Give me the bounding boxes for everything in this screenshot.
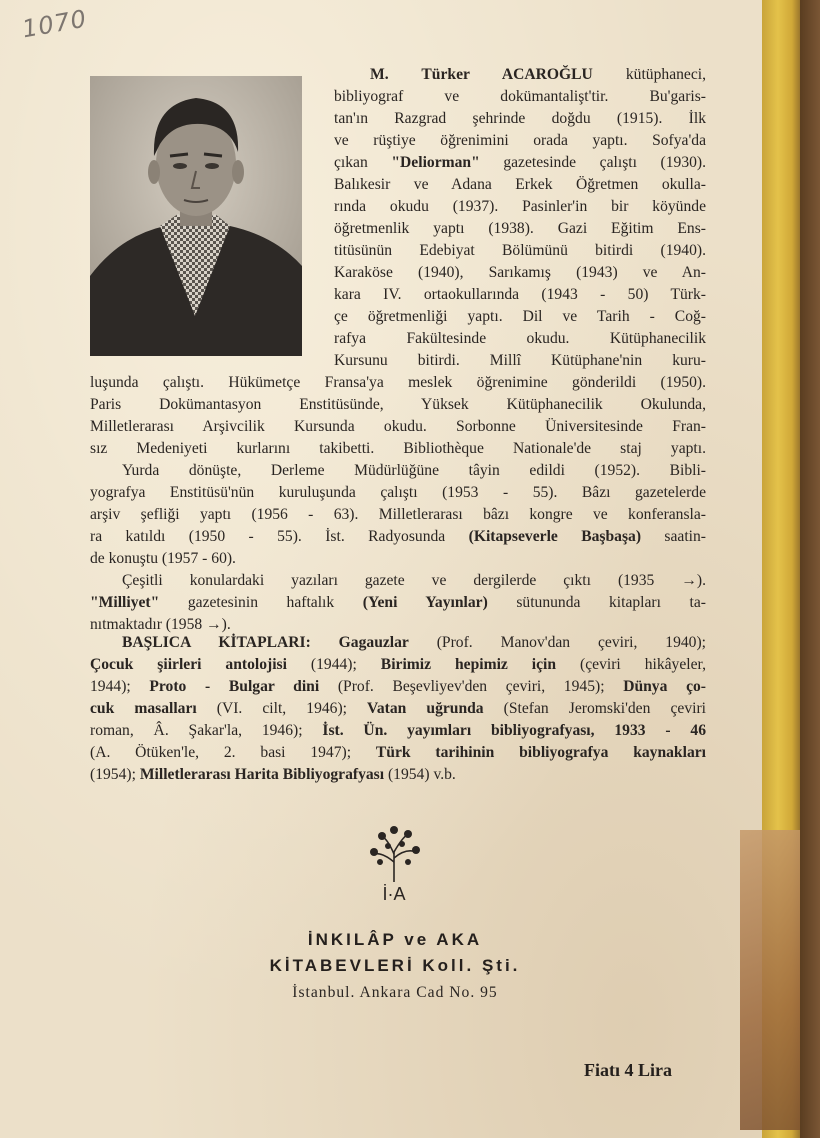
bio-line (334, 196, 706, 218)
bio-line (90, 592, 706, 614)
bio-line-text: ra katıldı (1950 - 55). İst. Radyosunda (90, 528, 446, 545)
bio-line-text: rında okudu (1937). Pasinler'in bir köyünde (334, 198, 706, 215)
bio-line-text: bibliyograf ve dokümantalişt'tir. Bu'garis- (334, 88, 706, 105)
books-line (90, 654, 706, 676)
logo-lettering: İ·A (382, 884, 406, 904)
bio-line-text: Yurda dönüşte, Derleme Müdürlüğüne tâyin edildi (1952). Bibli- (122, 462, 706, 479)
books-line (90, 698, 706, 720)
book-detail: (Prof. Beşevliyev'den çeviri, 1945); (319, 678, 624, 695)
column-name: (Yeni Yayınlar) (362, 594, 488, 611)
bio-line-text: Milletlerarası Arşivcilik Kursunda okudu. Sorbonne Üniversitesinde Fran- (90, 418, 706, 435)
bio-line (334, 86, 706, 108)
publisher-address: İstanbul. Ankara Cad No. 95 (292, 984, 498, 1001)
bio-line (334, 328, 706, 350)
bio-line-text: saatin- (641, 528, 706, 545)
book-detail: 1944); (90, 678, 150, 695)
book-title: Türk tarihinin bibliyografya kaynakları (375, 744, 706, 761)
book-title: Dünya ço- (623, 678, 706, 695)
newspaper-name: "Deliorman" (391, 154, 480, 171)
bio-line (90, 548, 706, 570)
bio-line (334, 284, 706, 306)
book-edge (800, 0, 820, 1138)
publisher-logo-tree-icon (362, 822, 426, 904)
bio-line-text: çe öğretmenliği yaptı. Dil ve Tarih - Coğ- (334, 308, 706, 325)
bio-line-text: yografya Enstitüsü'nün kuruluşunda çalıştı (1953 - 55). Bâzı gazetelerde (90, 484, 706, 501)
books-line (122, 632, 706, 654)
book-title: Vatan uğrunda (367, 700, 484, 717)
newspaper-name: "Milliyet" (90, 594, 160, 611)
books-line (90, 720, 706, 742)
bio-line-text: Çeşitli konulardaki yazıları gazete ve dergilerde çıktı (1935 →). (122, 572, 706, 589)
bio-line (334, 262, 706, 284)
books-line (90, 764, 706, 786)
bio-line-text: titüsünün Edebiyat Bölümünü bitirdi (1940). (334, 242, 706, 259)
bio-line-text: gazetesinde çalıştı (1930). (479, 154, 707, 171)
bio-line-text: rafya Fakültesinde okudu. Kütüphanecilik (334, 330, 706, 347)
bio-line-text: ve rüştiye öğrenimini orada yaptı. Sofya'da (334, 132, 706, 149)
bio-line-text: sütununda kitapları ta- (487, 594, 706, 611)
author-name: M. Türker ACAROĞLU (370, 66, 593, 83)
book-detail: (VI. cilt, 1946); (196, 700, 368, 717)
bio-line (334, 240, 706, 262)
book-detail: (Prof. Manov'dan çeviri, 1940); (408, 634, 706, 651)
bio-line (90, 482, 706, 504)
publisher-name-line2: KİTABEVLERİ Koll. Şti. (269, 956, 521, 975)
book-detail: (A. Ötüken'le, 2. basi 1947); (90, 744, 376, 761)
bio-line-text: arşiv şefliği yaptı (1956 - 63). Milletlerarası bâzı kongre ve konferansla- (90, 506, 706, 523)
book-detail: (1944); (286, 656, 381, 673)
book-detail: (1954) v.b. (384, 766, 456, 783)
bio-line-text: kara IV. ortaokullarında (1943 - 50) Türk- (334, 286, 706, 303)
bio-line (334, 174, 706, 196)
book-title: Birimiz hepimiz için (380, 656, 557, 673)
book-detail: (çeviri hikâyeler, (556, 656, 706, 673)
bio-line (334, 306, 706, 328)
bio-line-text: luşunda çalıştı. Hükümetçe Fransa'ya meslek öğrenimine gönderildi (1950). (90, 374, 706, 391)
bio-line-text: Karaköse (1940), Sarıkamış (1943) ve An- (334, 264, 706, 281)
bio-line-text: gazetesinin haftalık (159, 594, 363, 611)
author-photo (90, 76, 302, 356)
bio-line (370, 64, 706, 86)
books-heading: BAŞLICA KİTAPLARI: (122, 634, 339, 651)
book-detail: roman, Â. Şakar'la, 1946); (90, 722, 323, 739)
radio-program-name: (Kitapseverle Başbaşa) (445, 528, 642, 545)
bio-line (334, 152, 706, 174)
book-title: Milletlerarası Harita Bibliyografyası (139, 766, 385, 783)
bio-line (90, 372, 706, 394)
bio-line-text: Kursunu bitirdi. Millî Kütüphane'nin kuru- (334, 352, 706, 369)
publisher-name-line1: İNKILÂP ve AKA (307, 930, 483, 949)
bio-line-text: sız Medeniyeti kurlarını takibetti. Bibliothèque Nationale'de staj yaptı. (90, 440, 706, 457)
bio-line (90, 394, 706, 416)
bio-line (334, 350, 706, 372)
bio-line-text: tan'ın Razgrad şehrinde doğdu (1915). İlk (334, 110, 706, 127)
book-detail: (1954); (90, 766, 140, 783)
bio-line-text: nıtmaktadır (1958 →). (90, 616, 231, 633)
book-title: İst. Ün. yayımları bibliyografyası, 1933 - 46 (322, 722, 706, 739)
bio-line-text: Balıkesir ve Adana Erkek Öğretmen okulla- (334, 176, 706, 193)
bio-line (122, 570, 706, 592)
bio-line (90, 526, 706, 548)
bio-line (90, 504, 706, 526)
bio-line-text: de konuştu (1957 - 60). (90, 550, 236, 567)
price-label: Fiatı 4 Lira (584, 1060, 672, 1080)
bio-line-text: kütüphaneci, (592, 66, 706, 83)
author-portrait-image (90, 76, 302, 356)
handwritten-note: 1070 (20, 4, 90, 44)
bio-line (334, 130, 706, 152)
bio-line (334, 218, 706, 240)
book-title: Proto - Bulgar dini (149, 678, 320, 695)
bio-line-text: Paris Dokümantasyon Enstitüsünde, Yüksek Kütüphanecilik Okulunda, (90, 396, 706, 413)
book-title: Çocuk şiirleri antolojisi (90, 656, 287, 673)
books-line (90, 742, 706, 764)
books-line (90, 676, 706, 698)
bio-line (90, 416, 706, 438)
book-title: cuk masalları (90, 700, 197, 717)
bio-line-text: çıkan (334, 154, 392, 171)
bio-line (334, 108, 706, 130)
book-title: Gagauzlar (338, 634, 409, 651)
bio-line (122, 460, 706, 482)
bio-line-text: öğretmenlik yaptı (1938). Gazi Eğitim Ens- (334, 220, 706, 237)
book-detail: (Stefan Jeromski'den çeviri (483, 700, 706, 717)
bio-line (90, 438, 706, 460)
